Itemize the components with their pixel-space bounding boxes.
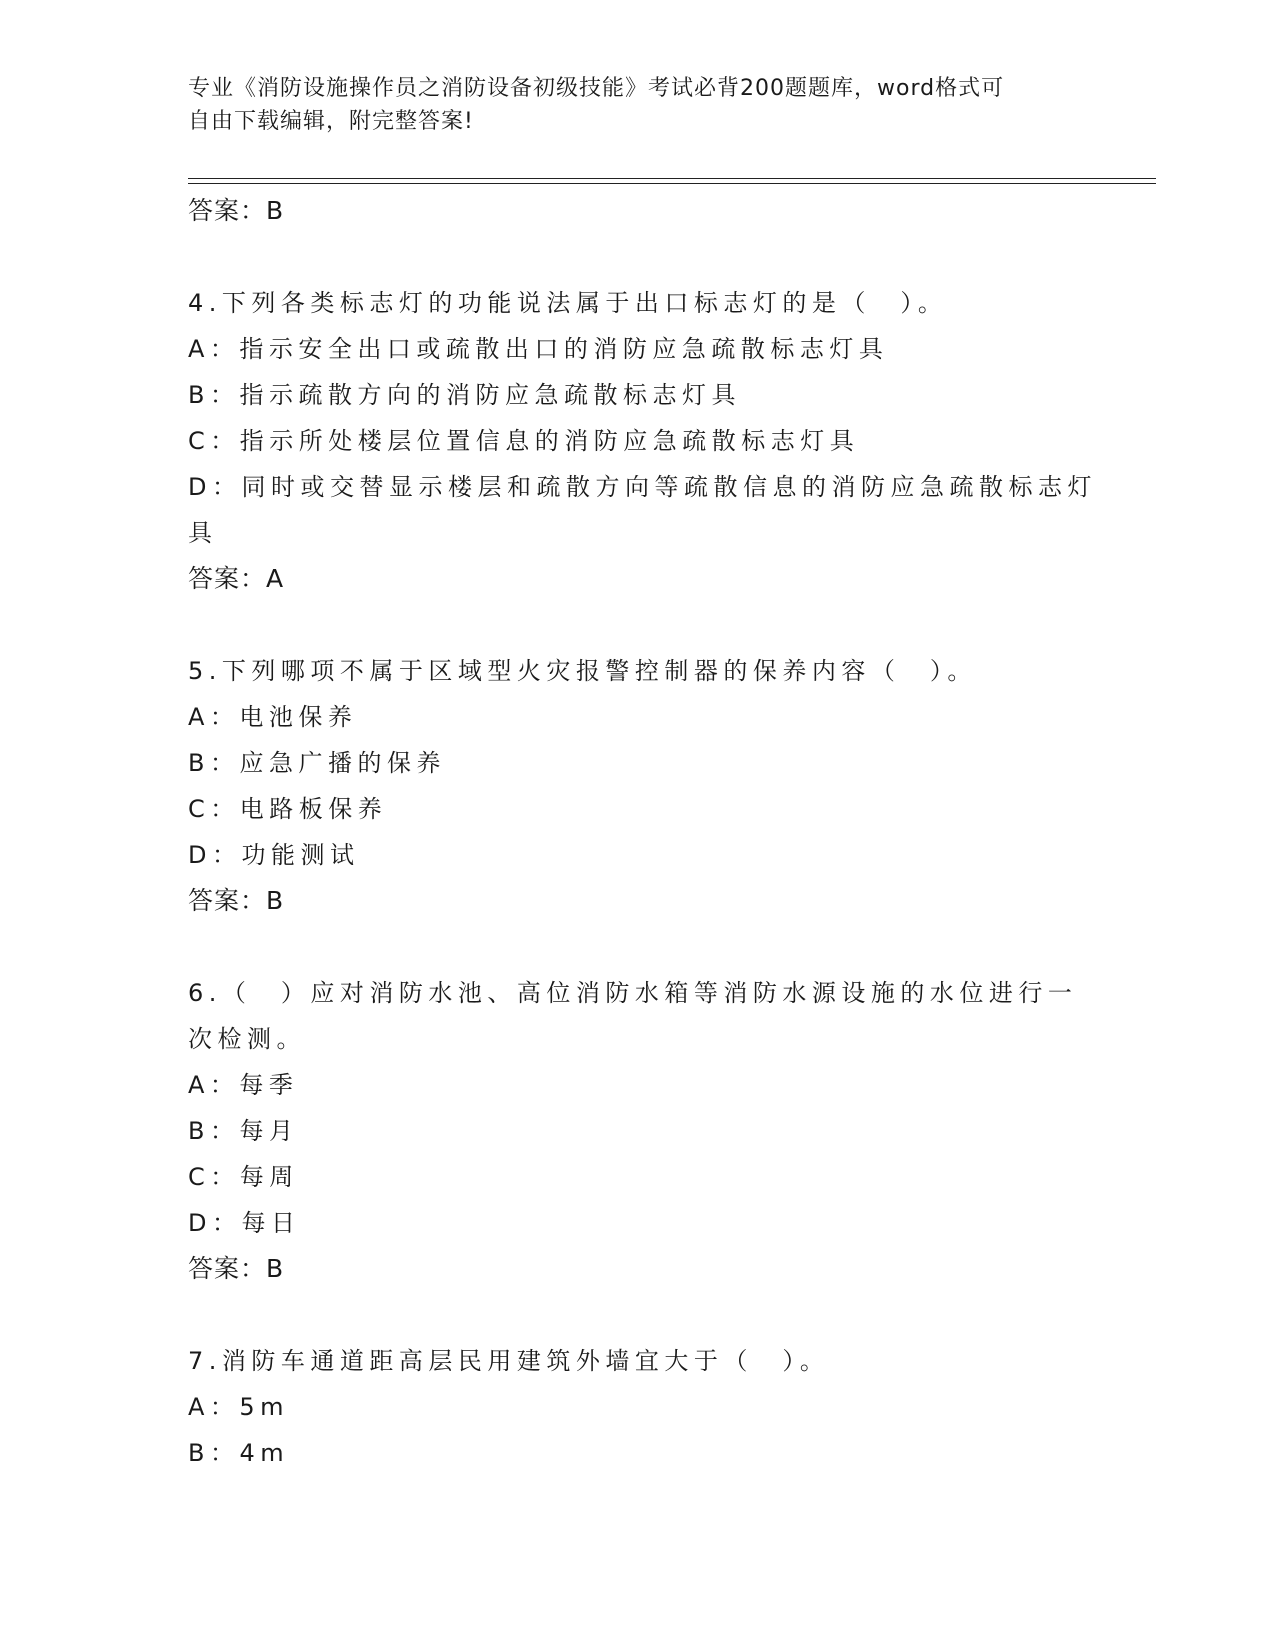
answer-line: 答案：B xyxy=(188,1254,285,1283)
option-line: B：4m xyxy=(188,1439,290,1467)
option-line: A：每季 xyxy=(188,1071,299,1099)
question-spacer xyxy=(188,1292,1088,1338)
question-stem: 4.下列各类标志灯的功能说法属于出口标志灯的是（ ）。 xyxy=(188,289,948,317)
question-spacer xyxy=(188,924,1088,970)
question-stem: 6.（ ）应对消防水池、高位消防水箱等消防水源设施的水位进行一 xyxy=(188,979,1078,1007)
question-block xyxy=(188,648,1088,924)
question-block xyxy=(188,280,1097,602)
question-spacer xyxy=(188,234,1088,280)
question-spacer xyxy=(188,602,1088,648)
answer-line: 答案：B xyxy=(188,196,285,225)
answer-line: 答案：A xyxy=(188,564,285,593)
option-line: A：电池保养 xyxy=(188,703,358,731)
document-header xyxy=(188,72,1088,138)
option-line: 具 xyxy=(188,519,218,547)
option-line: D：每日 xyxy=(188,1209,301,1237)
option-line: C：每周 xyxy=(188,1163,299,1191)
option-line: C：指示所处楼层位置信息的消防应急疏散标志灯具 xyxy=(188,427,860,455)
question-list xyxy=(188,188,1097,1476)
option-line: A：指示安全出口或疏散出口的消防应急疏散标志灯具 xyxy=(188,335,889,363)
option-line: B：应急广播的保养 xyxy=(188,749,446,777)
option-line: C：电路板保养 xyxy=(188,795,388,823)
header-divider-bottom xyxy=(188,183,1156,184)
option-line: B：每月 xyxy=(188,1117,299,1145)
question-block xyxy=(188,970,1088,1292)
question-stem: 5.下列哪项不属于区域型火灾报警控制器的保养内容（ ）。 xyxy=(188,657,977,685)
question-stem: 次检测。 xyxy=(188,1025,306,1053)
answer-line: 答案：B xyxy=(188,886,285,915)
question-block xyxy=(188,1338,1088,1476)
option-line: B：指示疏散方向的消防应急疏散标志灯具 xyxy=(188,381,741,409)
option-line: D：功能测试 xyxy=(188,841,360,869)
header-title-line-2: 自由下载编辑，附完整答案! xyxy=(188,109,474,134)
option-line: D：同时或交替显示楼层和疏散方向等疏散信息的消防应急疏散标志灯 xyxy=(188,473,1097,501)
question-stem: 7.消防车通道距高层民用建筑外墙宜大于（ ）。 xyxy=(188,1347,830,1375)
option-line: A：5m xyxy=(188,1393,290,1421)
header-title-line-1: 专业《消防设施操作员之消防设备初级技能》考试必背200题题库，word格式可 xyxy=(188,76,1005,101)
header-divider-top xyxy=(188,178,1156,179)
